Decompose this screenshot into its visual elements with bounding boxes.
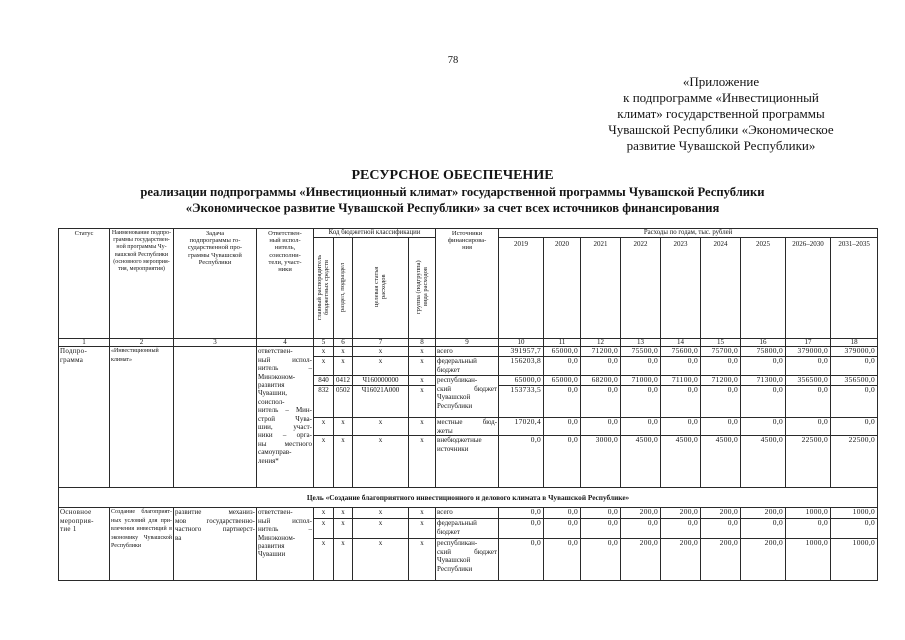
expense-value-cell: 0,0 xyxy=(786,519,831,539)
expense-value-cell: 0,0 xyxy=(661,418,701,436)
document-title xyxy=(50,168,855,216)
expense-value-cell: 0,0 xyxy=(741,519,786,539)
expense-value-cell: 68200,0 xyxy=(581,376,621,386)
expense-value-cell: 0,0 xyxy=(499,508,544,519)
page-number: 78 xyxy=(447,55,459,66)
header-name: Наименование подпро- граммы государствен- ной программы Чу- вашской Республики (основного мероприя- тия, мероприятия) xyxy=(110,229,174,339)
expense-value-cell: 0,0 xyxy=(544,418,581,436)
expense-value-cell: 0,0 xyxy=(661,357,701,376)
budget-code-cell: x xyxy=(314,436,334,488)
expense-value-cell: 0,0 xyxy=(544,436,581,488)
funding-source-cell: республикан- ский бюджет Чувашской Республики xyxy=(436,539,499,581)
column-number: 6 xyxy=(334,339,353,347)
expense-value-cell: 75500,0 xyxy=(621,347,661,357)
header-code-column xyxy=(334,238,353,339)
title-line: реализации подпрограммы «Инвестиционный климат» государственной программы Чувашской Республики xyxy=(140,185,765,199)
expense-value-cell: 71200,0 xyxy=(701,376,741,386)
header-responsible: Ответствен- ный испол- нитель, соисполни- тели, участ- ники xyxy=(257,229,314,339)
header-year: 2021 xyxy=(581,238,621,339)
expense-value-cell: 17020,4 xyxy=(499,418,544,436)
expense-value-cell: 0,0 xyxy=(741,357,786,376)
expense-value-cell: 356500,0 xyxy=(831,376,878,386)
expense-value-cell: 200,0 xyxy=(661,508,701,519)
name-cell: «Инвестиционный климат» xyxy=(110,347,174,488)
header-year: 2026–2030 xyxy=(786,238,831,339)
expense-value-cell: 3000,0 xyxy=(581,436,621,488)
budget-code-cell: x xyxy=(314,357,334,376)
expense-value-cell: 200,0 xyxy=(701,539,741,581)
budget-code-cell: x xyxy=(353,418,409,436)
expense-value-cell: 0,0 xyxy=(544,519,581,539)
expense-value-cell: 0,0 xyxy=(786,357,831,376)
expense-value-cell: 71200,0 xyxy=(581,347,621,357)
column-number: 3 xyxy=(174,339,257,347)
expense-value-cell: 0,0 xyxy=(499,539,544,581)
column-number: 15 xyxy=(701,339,741,347)
budget-code-cell: x xyxy=(314,539,334,581)
budget-code-cell: x xyxy=(314,519,334,539)
budget-code-cell: x xyxy=(409,376,436,386)
expense-value-cell: 71300,0 xyxy=(741,376,786,386)
budget-code-cell: Ч160000000 xyxy=(353,376,409,386)
budget-code-cell: x xyxy=(409,347,436,357)
expense-value-cell: 0,0 xyxy=(581,386,621,418)
column-number: 11 xyxy=(544,339,581,347)
budget-code-cell: x xyxy=(334,418,353,436)
expense-value-cell: 200,0 xyxy=(661,539,701,581)
header-expenses: Расходы по годам, тыс. рублей xyxy=(499,229,878,238)
column-number: 8 xyxy=(409,339,436,347)
header-code-column xyxy=(409,238,436,339)
expense-value-cell: 22500,0 xyxy=(831,436,878,488)
column-number: 16 xyxy=(741,339,786,347)
budget-code-cell: 832 xyxy=(314,386,334,418)
expense-value-cell: 0,0 xyxy=(581,519,621,539)
header-code-column xyxy=(314,238,334,339)
header-budget-code: Код бюджетной классификации xyxy=(314,229,436,238)
budget-code-cell: x xyxy=(409,386,436,418)
header-year: 2019 xyxy=(499,238,544,339)
budget-code-cell: x xyxy=(409,519,436,539)
budget-code-cell: Ч16021А000 xyxy=(353,386,409,418)
column-number: 18 xyxy=(831,339,878,347)
task-cell: развитие механиз- мов государственно- частного партнерст- ва xyxy=(174,508,257,581)
header-code-label: главный распорядитель бюджетных средств xyxy=(316,254,331,320)
expense-value-cell: 391957,7 xyxy=(499,347,544,357)
expense-value-cell: 0,0 xyxy=(544,386,581,418)
expense-value-cell: 0,0 xyxy=(701,386,741,418)
expense-value-cell: 1000,0 xyxy=(831,539,878,581)
annex-caption xyxy=(590,74,852,154)
expense-value-cell: 0,0 xyxy=(831,386,878,418)
annex-line: развитие Чувашской Республики» xyxy=(626,138,816,153)
header-year: 2031–2035 xyxy=(831,238,878,339)
budget-code-cell: x xyxy=(353,539,409,581)
expense-value-cell: 0,0 xyxy=(544,508,581,519)
funding-source-cell: федеральный бюджет xyxy=(436,357,499,376)
header-code-column xyxy=(353,238,409,339)
column-number: 4 xyxy=(257,339,314,347)
expense-value-cell: 0,0 xyxy=(621,357,661,376)
budget-code-cell: x xyxy=(409,539,436,581)
funding-source-cell: внебюджетные источники xyxy=(436,436,499,488)
header-row xyxy=(59,229,878,238)
expense-value-cell: 1000,0 xyxy=(831,508,878,519)
expense-value-cell: 4500,0 xyxy=(621,436,661,488)
header-year: 2025 xyxy=(741,238,786,339)
expense-value-cell: 1000,0 xyxy=(786,539,831,581)
expense-value-cell: 0,0 xyxy=(701,418,741,436)
header-code-label: группа (подгруппа) вида расходов xyxy=(414,260,430,314)
goal-row xyxy=(59,488,878,508)
budget-code-cell: x xyxy=(334,436,353,488)
header-sources: Источники финансирова- ния xyxy=(436,229,499,339)
expense-value-cell: 0,0 xyxy=(581,539,621,581)
expense-value-cell: 200,0 xyxy=(701,508,741,519)
table-row xyxy=(59,347,878,357)
budget-code-cell: x xyxy=(353,508,409,519)
budget-code-cell: x xyxy=(353,357,409,376)
expense-value-cell: 153733,5 xyxy=(499,386,544,418)
expense-value-cell: 379000,0 xyxy=(786,347,831,357)
column-number: 13 xyxy=(621,339,661,347)
funding-source-cell: республикан- ский бюджет Чувашской Республики xyxy=(436,376,499,418)
budget-code-cell: x xyxy=(409,436,436,488)
expense-value-cell: 0,0 xyxy=(831,519,878,539)
expense-value-cell: 0,0 xyxy=(786,418,831,436)
budget-code-cell: 0502 xyxy=(334,386,353,418)
budget-code-cell: x xyxy=(334,347,353,357)
budget-code-cell: x xyxy=(334,539,353,581)
funding-source-cell: всего xyxy=(436,508,499,519)
expense-value-cell: 0,0 xyxy=(741,386,786,418)
expense-value-cell: 65000,0 xyxy=(544,376,581,386)
annex-line: к подпрограмме «Инвестиционный xyxy=(623,90,819,105)
budget-code-cell: x xyxy=(353,519,409,539)
title-line: «Экономическое развитие Чувашской Республики» за счет всех источников финансирования xyxy=(185,201,720,215)
expense-value-cell: 75800,0 xyxy=(741,347,786,357)
budget-code-cell: 0412 xyxy=(334,376,353,386)
header-year: 2023 xyxy=(661,238,701,339)
header-code-label: целевая статья расходов xyxy=(373,266,388,308)
expense-value-cell: 0,0 xyxy=(786,386,831,418)
expense-value-cell: 0,0 xyxy=(741,418,786,436)
budget-code-cell: x xyxy=(334,357,353,376)
table-body xyxy=(59,347,878,581)
budget-code-cell: x xyxy=(409,418,436,436)
annex-line: Чувашской Республики «Экономическое xyxy=(608,122,834,137)
header-status: Статус xyxy=(59,229,110,339)
expense-value-cell: 4500,0 xyxy=(741,436,786,488)
expense-value-cell: 75600,0 xyxy=(661,347,701,357)
expense-value-cell: 0,0 xyxy=(544,539,581,581)
expense-value-cell: 0,0 xyxy=(581,508,621,519)
expense-value-cell: 65000,0 xyxy=(499,376,544,386)
expense-value-cell: 379000,0 xyxy=(831,347,878,357)
expense-value-cell: 0,0 xyxy=(701,357,741,376)
budget-code-cell: x xyxy=(334,508,353,519)
responsible-cell: ответствен- ный испол- нитель – Минэконом- развития Чувашии, соиспол- нитель – Мин- строй Чува- шии, участ- ники – орга- ны местного самоуправ- ления* xyxy=(257,347,314,488)
expense-value-cell: 71100,0 xyxy=(661,376,701,386)
responsible-cell: ответствен- ный испол- нитель – Минэконом- развития Чувашии xyxy=(257,508,314,581)
annex-line: «Приложение xyxy=(682,74,760,89)
budget-code-cell: x xyxy=(314,347,334,357)
title-heading: РЕСУРСНОЕ ОБЕСПЕЧЕНИЕ xyxy=(351,168,554,183)
column-number: 2 xyxy=(110,339,174,347)
expense-value-cell: 0,0 xyxy=(499,436,544,488)
budget-code-cell: x xyxy=(353,436,409,488)
expense-value-cell: 71000,0 xyxy=(621,376,661,386)
name-cell: Создание благоприят- ных условий для при- влечения инвестиций в экономику Чувашской Республики xyxy=(110,508,174,581)
budget-code-cell: x xyxy=(314,418,334,436)
expense-value-cell: 0,0 xyxy=(544,357,581,376)
expense-value-cell: 1000,0 xyxy=(786,508,831,519)
budget-code-cell: x xyxy=(334,519,353,539)
column-number: 14 xyxy=(661,339,701,347)
table-row xyxy=(59,508,878,519)
expense-value-cell: 22500,0 xyxy=(786,436,831,488)
status-cell: Подпро- грамма xyxy=(59,347,110,488)
funding-source-cell: местные бюд- жеты xyxy=(437,418,498,435)
expense-value-cell: 65000,0 xyxy=(544,347,581,357)
header-year: 2022 xyxy=(621,238,661,339)
header-code-label: раздел, подраздел xyxy=(339,262,347,312)
expense-value-cell: 0,0 xyxy=(581,418,621,436)
budget-code-cell: x xyxy=(353,347,409,357)
expense-value-cell: 0,0 xyxy=(831,418,878,436)
column-number: 7 xyxy=(353,339,409,347)
goal-cell: Цель «Создание благоприятного инвестиционного и делового климата в Чувашской Республике» xyxy=(59,488,878,508)
column-number: 12 xyxy=(581,339,621,347)
expense-value-cell: 0,0 xyxy=(621,519,661,539)
resource-table xyxy=(58,228,878,581)
funding-source-cell: федеральный бюджет xyxy=(436,519,499,539)
header-task: Задача подпрограммы го- сударственной про- граммы Чувашской Республики xyxy=(174,229,257,339)
expense-value-cell: 156203,8 xyxy=(499,357,544,376)
funding-source-cell: всего xyxy=(436,347,499,357)
expense-value-cell: 0,0 xyxy=(499,519,544,539)
expense-value-cell: 4500,0 xyxy=(661,436,701,488)
annex-line: климат» государственной программы xyxy=(617,106,825,121)
budget-code-cell: 840 xyxy=(314,376,334,386)
task-cell xyxy=(174,347,257,488)
expense-value-cell: 0,0 xyxy=(661,386,701,418)
expense-value-cell: 200,0 xyxy=(741,539,786,581)
expense-value-cell: 4500,0 xyxy=(701,436,741,488)
column-number: 9 xyxy=(436,339,499,347)
expense-value-cell: 356500,0 xyxy=(786,376,831,386)
header-year: 2020 xyxy=(544,238,581,339)
column-number-row xyxy=(59,339,878,347)
column-number: 10 xyxy=(499,339,544,347)
expense-value-cell: 0,0 xyxy=(661,519,701,539)
budget-code-cell: x xyxy=(409,508,436,519)
column-number: 5 xyxy=(314,339,334,347)
expense-value-cell: 200,0 xyxy=(741,508,786,519)
column-number: 17 xyxy=(786,339,831,347)
expense-value-cell: 75700,0 xyxy=(701,347,741,357)
expense-value-cell: 200,0 xyxy=(621,539,661,581)
status-cell: Основное мероприя- тие 1 xyxy=(59,508,110,581)
header-year: 2024 xyxy=(701,238,741,339)
table-head xyxy=(59,229,878,347)
budget-code-cell: x xyxy=(409,357,436,376)
expense-value-cell: 0,0 xyxy=(831,357,878,376)
expense-value-cell: 0,0 xyxy=(621,386,661,418)
column-number: 1 xyxy=(59,339,110,347)
expense-value-cell: 0,0 xyxy=(701,519,741,539)
expense-value-cell: 200,0 xyxy=(621,508,661,519)
expense-value-cell: 0,0 xyxy=(581,357,621,376)
budget-code-cell: x xyxy=(314,508,334,519)
expense-value-cell: 0,0 xyxy=(621,418,661,436)
